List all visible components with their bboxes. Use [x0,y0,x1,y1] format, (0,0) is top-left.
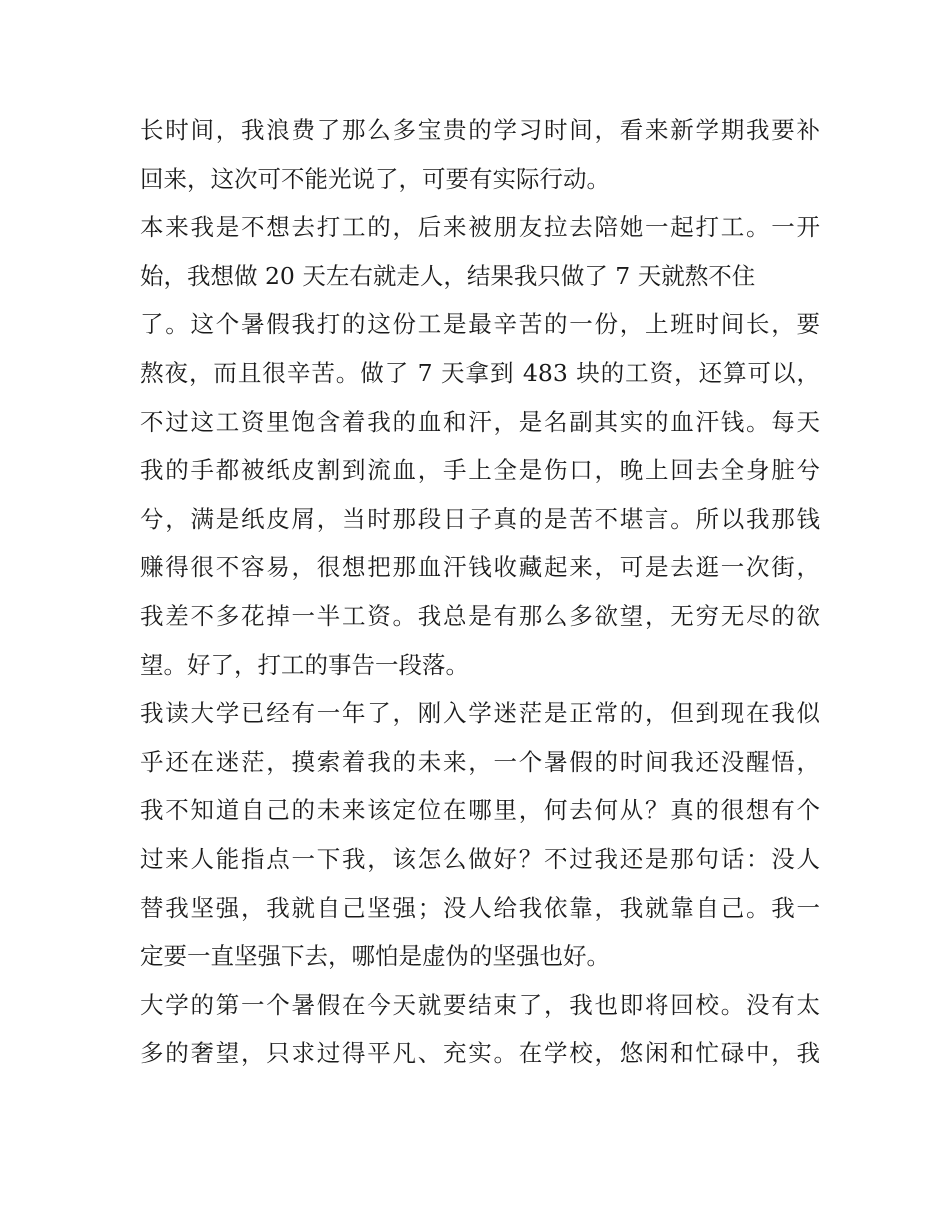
text-line-2: 回来，这次可不能光说了，可要有实际行动。 [140,164,610,193]
text-line-12: 望。好了，打工的事告一段落。 [140,650,469,679]
text-line-13: 我读大学已经有一年了，刚入学迷茫是正常的，但到现在我似 [140,699,820,728]
text-line-6: 熬夜，而且很辛苦。做了 7 天拿到 483 块的工资，还算可以， [140,358,820,387]
text-line-14: 乎还在迷茫，摸索着我的未来，一个暑假的时间我还没醒悟， [140,747,820,776]
text-line-18: 定要一直坚强下去，哪怕是虚伪的坚强也好。 [140,942,610,971]
text-line-5: 了。这个暑假我打的这份工是最辛苦的一份，上班时间长，要 [140,310,820,339]
text-line-1: 长时间，我浪费了那么多宝贵的学习时间，看来新学期我要补 [140,116,820,144]
text-line-8: 我的手都被纸皮割到流血，手上全是伤口，晚上回去全身脏兮 [140,456,820,485]
text-line-11: 我差不多花掉一半工资。我总是有那么多欲望，无穷无尽的欲 [140,601,820,630]
text-line-7: 不过这工资里饱含着我的血和汗，是名副其实的血汗钱。每天 [140,407,820,436]
text-line-19: 大学的第一个暑假在今天就要结束了，我也即将回校。没有太 [140,990,820,1019]
body-text [140,106,820,1078]
text-line-3: 本来我是不想去打工的，后来被朋友拉去陪她一起打工。一开 [140,213,820,242]
text-line-4: 始，我想做 20 天左右就走人，结果我只做了 7 天就熬不住 [140,261,756,290]
text-line-16: 过来人能指点一下我，该怎么做好？不过我还是那句话：没人 [140,844,820,873]
text-line-17: 替我坚强，我就自己坚强；没人给我依靠，我就靠自己。我一 [140,893,820,922]
text-line-9: 兮，满是纸皮屑，当时那段日子真的是苦不堪言。所以我那钱 [140,504,820,533]
text-line-15: 我不知道自己的未来该定位在哪里，何去何从？真的很想有个 [140,796,820,825]
text-line-10: 赚得很不容易，很想把那血汗钱收藏起来，可是去逛一次街， [140,553,820,582]
text-line-20: 多的奢望，只求过得平凡、充实。在学校，悠闲和忙碌中，我 [140,1039,820,1068]
